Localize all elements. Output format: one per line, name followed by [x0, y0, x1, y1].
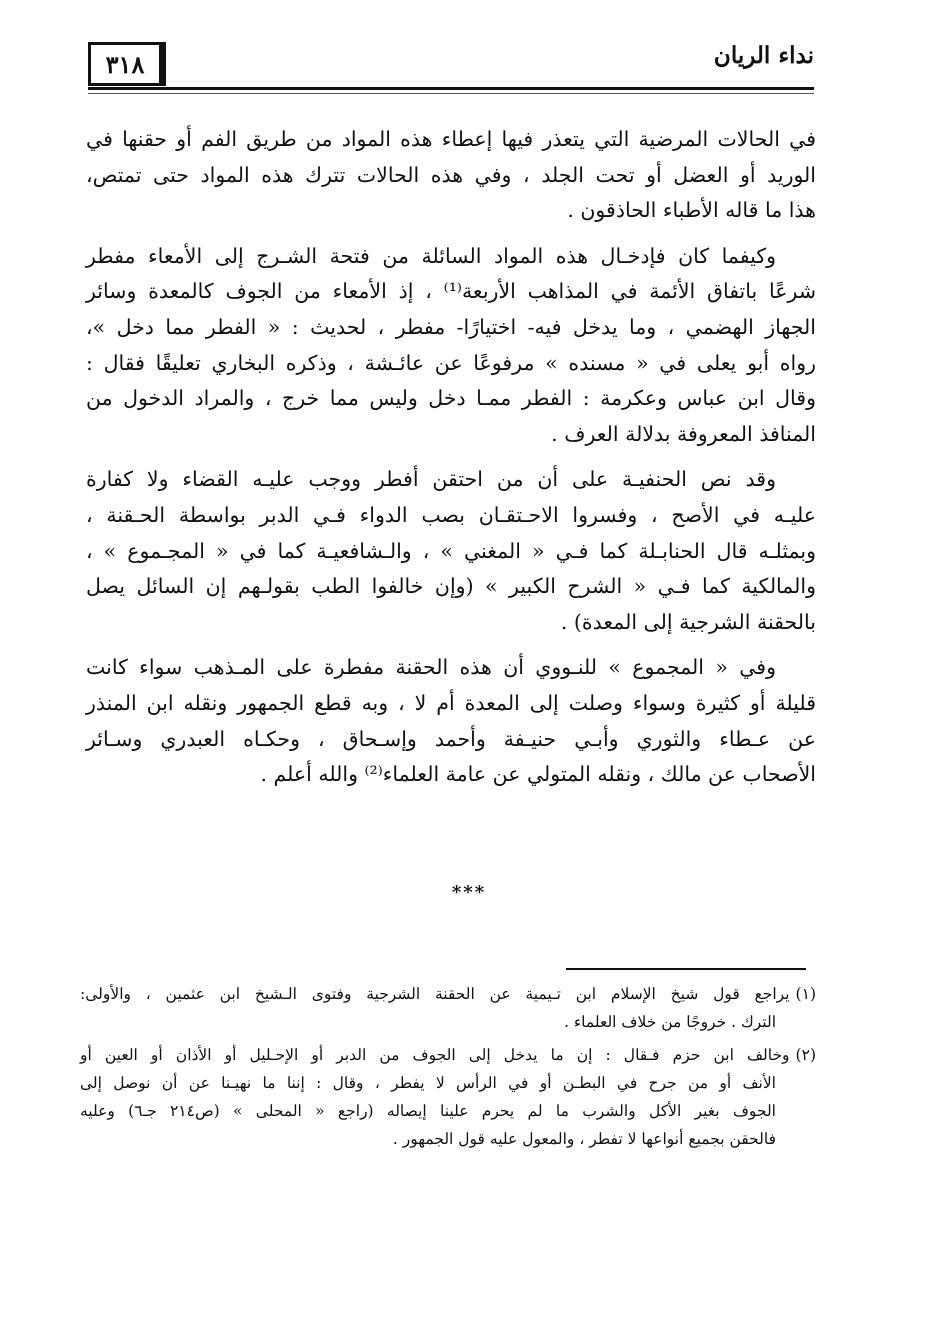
text-line: بالحقنة الشرجية إلى المعدة) . [560, 609, 816, 634]
text-line: وقال ابن عباس وعكرمة : الفطر ممـا دخل وليس مما خرج ، والمراد الدخول من [86, 386, 816, 411]
text-line: الوريد أو العضل أو تحت الجلد ، وفي هذه الحالات تترك هذه المواد حتى تمتص، [86, 162, 816, 187]
text-line: شرعًا باتفاق الأئمة في المذاهب الأربعة⁽¹⁾ ، إذ الأمعاء من الجوف كالمعدة وسائر [86, 279, 816, 304]
text-line: عن عـطاء والثوري وأبـي حنيـفة وأحمد وإسـحاق ، وحكـاه العبدري وسـائر [86, 726, 816, 751]
footnote-text: وخالف ابن حزم فـقال : إن ما يدخل إلى الجوف من الدبر أو الإحـليل أو الأذان أو العين أو [80, 1046, 790, 1064]
text-line: عليـه في الأصح ، وفسروا الاحـتقـان بصب الدواء فـي الدبر بواسطة الحـقنة ، [86, 502, 816, 527]
page-number: ٣١٨ [88, 42, 166, 86]
text-line: وفي « المجموع » للنـووي أن هذه الحقنة مفطرة على المـذهب سواء كانت [86, 655, 776, 680]
section-separator: *** [451, 882, 487, 903]
footnote [80, 1041, 816, 1153]
text-line: وبمثلـه قال الحنابـلة كما فـي « المغني » ، والـشافعيـة كما في « المجـموع » ، [86, 538, 816, 563]
header-rule-thin [88, 93, 814, 94]
text-line: وقد نص الحنفيـة على أن من احتقن أفطر ووجب عليـه القضاء ولا كفارة [86, 467, 776, 492]
text-line: قليلة أو كثيرة وسواء وصلت إلى المعدة أم لا ، وبه قطع الجمهور ونقله ابن المنذر [86, 690, 816, 715]
book-title: نداء الريان [713, 42, 814, 69]
text-line: والمالكية كما فـي « الشرح الكبير » (وإن خالفوا الطب بقولـهم إن السائل يصل [86, 574, 816, 599]
header-rule [88, 87, 814, 90]
footnote-line: الأنف أو من جرح في البطـن أو في الرأس لا يفطر ، وقال : إننا ما نهيـنا عن أن نوصل إلى [80, 1074, 776, 1092]
text-line: رواه أبو يعلى في « مسنده » مرفوعًا عن عائـشة ، وذكره البخاري تعليقًا فقال : [86, 350, 816, 375]
text-line: في الحالات المرضية التي يتعذر فيها إعطاء هذه المواد من طريق الفم أو حقنها في [86, 127, 816, 151]
text-line: الجهاز الهضمي ، وما يدخل فيه- اختيارًا- مفطر ، لحديث : « الفطر مما دخل »، [86, 314, 816, 339]
footnote-number: (٢) [795, 1046, 816, 1064]
footnote-line: الترك . خروجًا من خلاف العلماء . [564, 1013, 776, 1031]
footnote [80, 980, 816, 1036]
footnote-number: (١) [795, 985, 816, 1003]
text-line: هذا ما قاله الأطباء الحاذقون . [567, 198, 816, 223]
footnote-text: يراجع قول شيخ الإسلام ابن تـيمية عن الحقنة الشرجية وفتوى الـشيخ ابن عثمين ، والأولى: [80, 985, 790, 1003]
footnote-line [80, 1041, 816, 1069]
page-header [88, 38, 814, 90]
footnote-line: فالحقن بجميع أنواعها لا تفطر ، والمعول عليه قول الجمهور . [392, 1130, 776, 1148]
text-line: المنافذ المعروفة بدلالة العرف . [551, 421, 816, 446]
paragraph [86, 122, 816, 229]
footnote-rule [566, 968, 806, 970]
paragraph [86, 650, 816, 792]
paragraph [86, 462, 816, 640]
text-line: الأصحاب عن مالك ، ونقله المتولي عن عامة العلماء⁽²⁾ والله أعلم . [260, 762, 816, 787]
paragraph [86, 239, 816, 453]
footnotes [80, 980, 816, 1158]
footnote-line [80, 980, 816, 1008]
footnote-line: الجوف بغير الأكل والشرب ما لم يحرم علينا إيصاله (راجع « المحلى » (ص٢١٤ جـ٦) وعليه [80, 1102, 776, 1120]
main-text [86, 122, 816, 803]
text-line: وكيفما كان فإدخـال هذه المواد السائلة من فتحة الشـرج إلى الأمعاء مفطر [86, 243, 776, 268]
